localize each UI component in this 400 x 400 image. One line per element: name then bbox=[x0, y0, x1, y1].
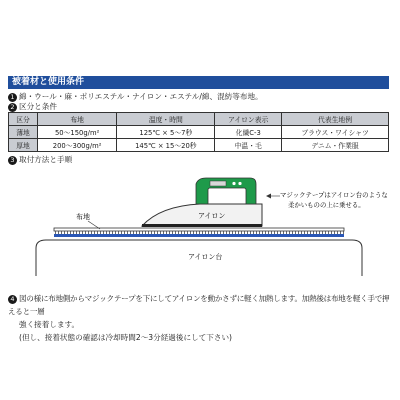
iron-light bbox=[232, 182, 235, 185]
table-header-row bbox=[9, 113, 389, 126]
header-cell: 区分 bbox=[9, 113, 38, 126]
fabric-layer bbox=[54, 228, 344, 231]
table-row bbox=[9, 139, 389, 152]
note-text: 柔かいものの上に乗せる。 bbox=[288, 201, 365, 209]
header-cell: 温度・時間 bbox=[117, 113, 215, 126]
instruction-line: 強く接着します。 bbox=[19, 320, 80, 329]
iron-label: アイロン bbox=[198, 212, 226, 220]
table-cell: 125℃ × 5～7秒 bbox=[117, 126, 215, 139]
header-cell: 布地 bbox=[38, 113, 117, 126]
table-cell: 50～150g/m² bbox=[38, 126, 117, 139]
instruction-line bbox=[8, 292, 392, 318]
iron-soleplate bbox=[142, 224, 262, 227]
classification-line bbox=[8, 101, 57, 112]
instruction-text: 図の様に布地側からマジックテープを下にしてアイロンを動かさずに軽く加熱します。加熱後は布地を軽く手で押えると一層 bbox=[8, 294, 390, 316]
step-number: 2 bbox=[8, 103, 17, 112]
iron-dial bbox=[210, 181, 226, 186]
table-cell: デニム・作業服 bbox=[282, 139, 389, 152]
note-text: マジックテープはアイロン台のような bbox=[280, 191, 388, 199]
ironing-diagram bbox=[0, 168, 400, 276]
row-header-cell: 薄地 bbox=[9, 126, 38, 139]
header-cell: 代表生地例 bbox=[282, 113, 389, 126]
header-cell: アイロン表示 bbox=[215, 113, 282, 126]
step-number: 3 bbox=[8, 156, 17, 165]
step-number: 4 bbox=[8, 295, 17, 304]
board-label: アイロン台 bbox=[188, 253, 223, 261]
material-text: 綿・ウール・麻・ポリエステル・ナイロン・エステル/綿、混紡等布地。 bbox=[19, 92, 263, 101]
table-cell: 化繊C-3 bbox=[215, 126, 282, 139]
table-cell: 200～300g/m² bbox=[38, 139, 117, 152]
iron-light bbox=[238, 182, 241, 185]
procedure-text: 取付方法と手順 bbox=[19, 155, 73, 164]
table-cell: 145℃ × 15～20秒 bbox=[117, 139, 215, 152]
section-header: 被着材と使用条件 bbox=[8, 76, 389, 89]
step-number: 1 bbox=[8, 93, 17, 102]
magic-tape bbox=[54, 234, 344, 237]
table-cell: ブラウス・ワイシャツ bbox=[282, 126, 389, 139]
conditions-table bbox=[8, 112, 389, 152]
instruction-note: (但し、接着状態の確認は冷却時間2～3分経過後にして下さい) bbox=[19, 333, 233, 342]
procedure-line bbox=[8, 154, 72, 165]
row-header-cell: 厚地 bbox=[9, 139, 38, 152]
table-row bbox=[9, 126, 389, 139]
arrow-head-icon bbox=[266, 194, 271, 199]
table-cell: 中温・毛 bbox=[215, 139, 282, 152]
fabric-label: 布地 bbox=[76, 213, 90, 221]
classification-text: 区分と条件 bbox=[19, 102, 57, 111]
instructions-paragraph bbox=[8, 292, 392, 344]
